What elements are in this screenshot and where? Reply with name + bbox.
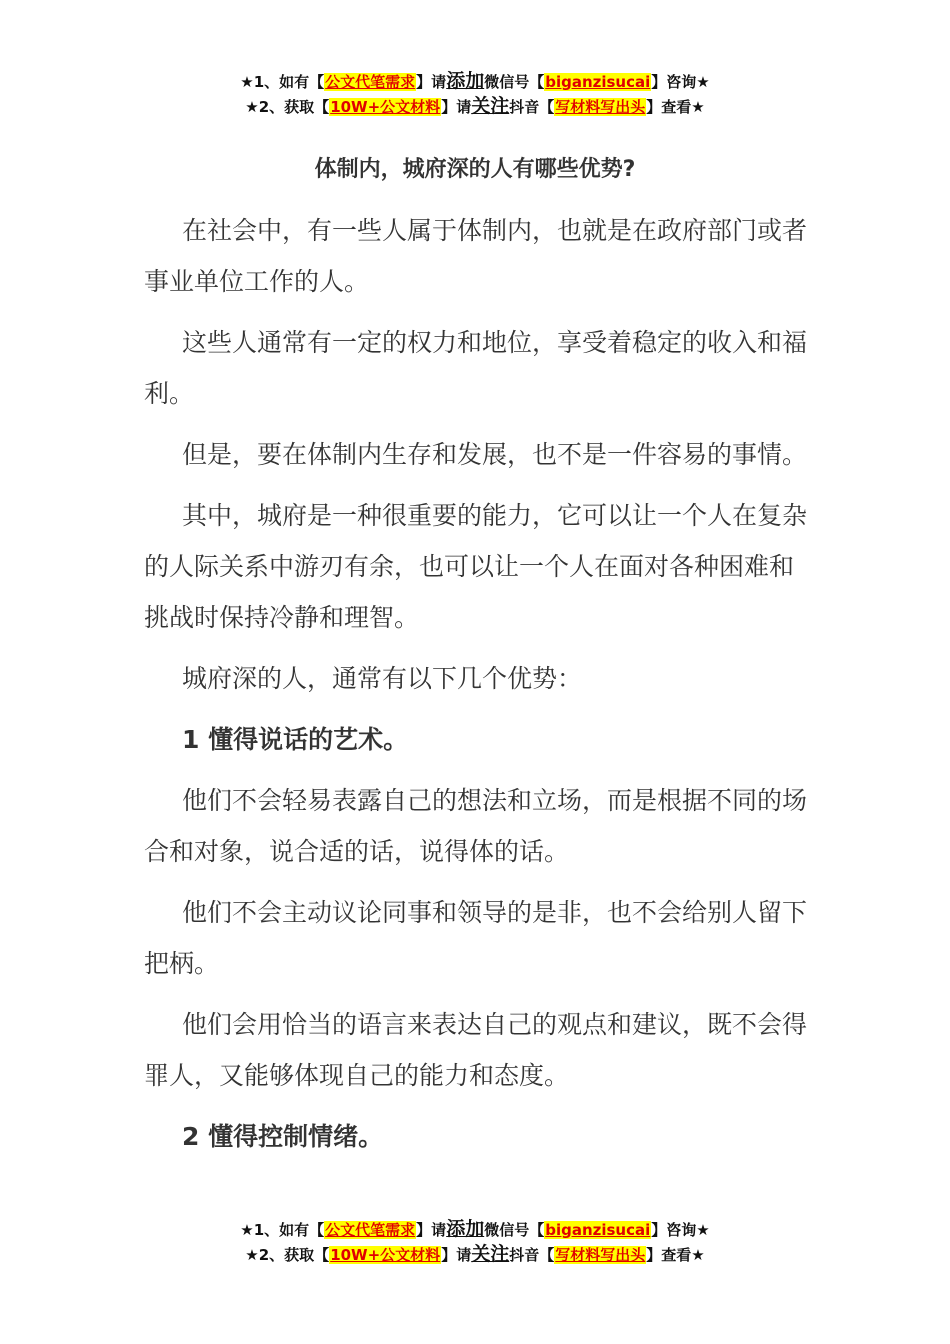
banner-text: ★1、如有【 <box>240 1221 325 1239</box>
section-heading: 1 懂得说话的艺术。 <box>182 725 409 754</box>
banner-text: 】请 <box>416 1221 447 1239</box>
banner-highlight: biganzisucai <box>545 73 651 91</box>
banner-text: ★1、如有【 <box>240 73 325 91</box>
banner-text: 】查看★ <box>646 98 705 116</box>
paragraph: 城府深的人，通常有以下几个优势： <box>182 664 583 693</box>
banner-text: 】请 <box>416 73 447 91</box>
banner-emphasis: 关注 <box>471 95 510 117</box>
paragraph: 其中，城府是一种很重要的能力，它可以让一个人在复杂的人际关系中游刃有余，也可以让一个人在面对各种困难和挑战时保持冷静和理智。 <box>144 501 808 632</box>
banner-text: 微信号【 <box>484 1221 545 1239</box>
banner-text: ★2、获取【 <box>245 98 330 116</box>
paragraph: 他们不会轻易表露自己的想法和立场，而是根据不同的场合和对象，说合适的话，说得体的话。 <box>144 786 808 866</box>
banner-highlight: biganzisucai <box>545 1221 651 1239</box>
banner-text: 】请 <box>441 98 472 116</box>
banner-line-1 <box>0 1217 950 1242</box>
banner-emphasis: 添加 <box>446 70 485 92</box>
banner-text: 】查看★ <box>646 1246 705 1264</box>
banner-line-1 <box>0 69 950 94</box>
paragraph: 这些人通常有一定的权力和地位，享受着稳定的收入和福利。 <box>144 328 808 408</box>
banner-emphasis: 关注 <box>471 1243 510 1265</box>
banner-highlight: 写材料写出头 <box>555 98 646 116</box>
paragraph: 他们不会主动议论同事和领导的是非，也不会给别人留下把柄。 <box>144 898 808 978</box>
paragraph: 他们会用恰当的语言来表达自己的观点和建议，既不会得罪人，又能够体现自己的能力和态度。 <box>144 1010 808 1090</box>
banner-line-2 <box>0 1242 950 1267</box>
banner-highlight: 公文代笔需求 <box>325 1221 416 1239</box>
section-heading: 2 懂得控制情绪。 <box>182 1122 384 1151</box>
banner-highlight: 10W+公文材料 <box>330 98 441 116</box>
banner-highlight: 10W+公文材料 <box>330 1246 441 1264</box>
banner-text: 微信号【 <box>484 73 545 91</box>
banner-text: ★2、获取【 <box>245 1246 330 1264</box>
paragraph: 但是，要在体制内生存和发展，也不是一件容易的事情。 <box>182 440 808 469</box>
banner-text: 抖音【 <box>509 1246 555 1264</box>
banner-highlight: 写材料写出头 <box>555 1246 646 1264</box>
document-body <box>144 205 809 1172</box>
document-title: 体制内，城府深的人有哪些优势? <box>314 157 636 182</box>
banner-line-2 <box>0 94 950 119</box>
footer-banner <box>0 1217 950 1267</box>
banner-text: 】咨询★ <box>651 1221 710 1239</box>
banner-text: 抖音【 <box>509 98 555 116</box>
banner-emphasis: 添加 <box>446 1218 485 1240</box>
paragraph: 在社会中，有一些人属于体制内，也就是在政府部门或者事业单位工作的人。 <box>144 216 808 296</box>
banner-text: 】请 <box>441 1246 472 1264</box>
banner-text: 】咨询★ <box>651 73 710 91</box>
header-banner <box>0 69 950 119</box>
banner-highlight: 公文代笔需求 <box>325 73 416 91</box>
